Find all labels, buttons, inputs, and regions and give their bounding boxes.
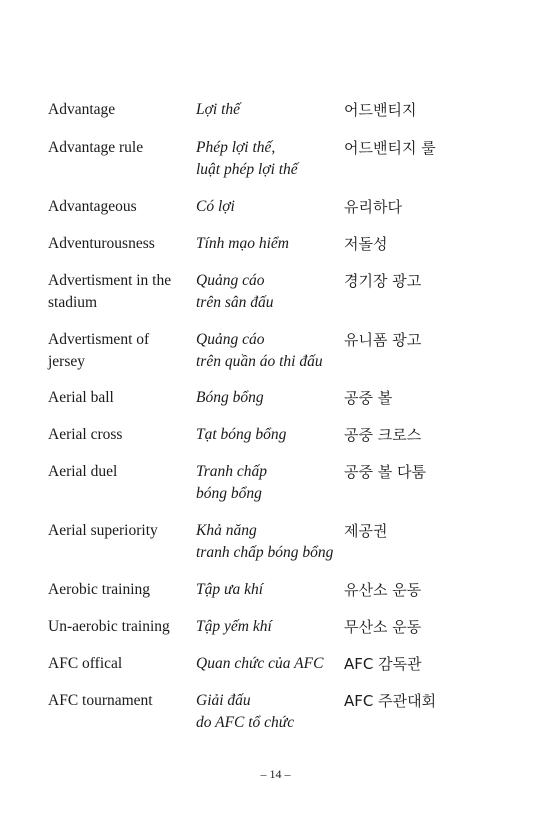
korean-term-line: 무산소 운동 — [344, 618, 422, 636]
english-term — [48, 196, 196, 218]
english-term-line: stadium — [48, 294, 98, 311]
english-term-line: Adventurousness — [48, 235, 155, 252]
vietnamese-term-line: Tập ưa khí — [196, 581, 264, 598]
korean-term — [344, 233, 508, 255]
english-term-line: jersey — [48, 353, 86, 370]
english-term-line: Aerial cross — [48, 426, 123, 443]
glossary-entry — [48, 137, 508, 181]
glossary-entry — [48, 690, 508, 734]
english-term-line: Aerial duel — [48, 463, 118, 480]
vietnamese-term — [196, 616, 344, 638]
vietnamese-term — [196, 329, 344, 373]
glossary-entries — [48, 84, 508, 734]
glossary-entry — [48, 99, 508, 121]
korean-term-line: 경기장 광고 — [344, 272, 422, 290]
vietnamese-term — [196, 461, 344, 505]
korean-term — [344, 387, 508, 409]
vietnamese-term-line: Tạt bóng bổng — [196, 426, 287, 443]
english-term — [48, 461, 196, 483]
glossary-entry — [48, 616, 508, 638]
glossary-entry — [48, 233, 508, 255]
vietnamese-term-line: Lợi thế — [196, 101, 241, 118]
vietnamese-term-line: trên sân đấu — [196, 294, 274, 311]
korean-term — [344, 461, 508, 483]
vietnamese-term — [196, 137, 344, 181]
english-term-line: Un-aerobic training — [48, 618, 170, 635]
korean-term — [344, 690, 508, 712]
english-term-line: Aerial ball — [48, 389, 114, 406]
vietnamese-term-line: Có lợi — [196, 198, 235, 215]
english-term — [48, 137, 196, 159]
english-term-line: Advertisment of — [48, 331, 150, 348]
english-term — [48, 99, 196, 121]
vietnamese-term-line: bóng bổng — [196, 485, 262, 502]
korean-term-line: 어드밴티지 — [344, 101, 417, 119]
vietnamese-term-line: Tính mạo hiểm — [196, 235, 289, 252]
korean-term — [344, 99, 508, 121]
english-term-line: Aerial superiority — [48, 522, 158, 539]
vietnamese-term — [196, 424, 344, 446]
korean-term-line: AFC 감독관 — [344, 655, 422, 673]
glossary-entry — [48, 520, 508, 564]
english-term-line: AFC offical — [48, 655, 123, 672]
vietnamese-term-line: Khả năng — [196, 522, 257, 539]
english-term — [48, 520, 196, 542]
vietnamese-term-line: Giải đấu — [196, 692, 251, 709]
korean-term — [344, 579, 508, 601]
english-term-line: AFC tournament — [48, 692, 153, 709]
vietnamese-term — [196, 233, 344, 255]
korean-term-line: 공중 크로스 — [344, 426, 422, 444]
glossary-entry — [48, 270, 508, 314]
vietnamese-term-line: luật phép lợi thế — [196, 161, 298, 178]
english-term — [48, 653, 196, 675]
korean-term-line: 유산소 운동 — [344, 581, 422, 599]
vietnamese-term — [196, 690, 344, 734]
vietnamese-term-line: Tập yếm khí — [196, 618, 272, 635]
glossary-entry — [48, 329, 508, 373]
english-term-line: Aerobic training — [48, 581, 151, 598]
vietnamese-term-line: Tranh chấp — [196, 463, 268, 480]
english-term — [48, 387, 196, 409]
korean-term-line: 유리하다 — [344, 198, 402, 216]
vietnamese-term-line: do AFC tổ chức — [196, 714, 295, 731]
vietnamese-term — [196, 653, 344, 675]
english-term — [48, 329, 196, 373]
vietnamese-term — [196, 387, 344, 409]
vietnamese-term-line: Quan chức của AFC — [196, 655, 324, 672]
english-term — [48, 270, 196, 314]
english-term-line: Advantage — [48, 101, 116, 118]
english-term — [48, 233, 196, 255]
glossary-entry — [48, 424, 508, 446]
korean-term — [344, 196, 508, 218]
korean-term — [344, 520, 508, 542]
english-term-line: Advertisment in the — [48, 272, 172, 289]
korean-term-line: 제공권 — [344, 522, 388, 540]
glossary-entry — [48, 461, 508, 505]
korean-term-line: 유니폼 광고 — [344, 331, 422, 349]
korean-term-line: 공중 볼 — [344, 389, 393, 407]
vietnamese-term-line: tranh chấp bóng bổng — [196, 544, 334, 561]
glossary-entry — [48, 653, 508, 675]
korean-term — [344, 137, 508, 159]
korean-term-line: 저돌성 — [344, 235, 388, 253]
glossary-entry — [48, 387, 508, 409]
vietnamese-term — [196, 99, 344, 121]
vietnamese-term — [196, 579, 344, 601]
korean-term — [344, 270, 508, 292]
vietnamese-term-line: Phép lợi thế, — [196, 139, 276, 156]
korean-term — [344, 616, 508, 638]
english-term — [48, 579, 196, 601]
vietnamese-term-line: Quảng cáo — [196, 331, 265, 348]
korean-term-line: 어드밴티지 룰 — [344, 139, 436, 157]
vietnamese-term-line: trên quần áo thi đấu — [196, 353, 323, 370]
korean-term — [344, 329, 508, 351]
english-term — [48, 690, 196, 712]
english-term — [48, 616, 196, 638]
vietnamese-term — [196, 520, 344, 564]
vietnamese-term-line: Bóng bổng — [196, 389, 264, 406]
page-number: – 14 – — [260, 767, 291, 781]
korean-term-line: 공중 볼 다툼 — [344, 463, 426, 481]
vietnamese-term — [196, 196, 344, 218]
glossary-entry — [48, 196, 508, 218]
english-term-line: Advantage rule — [48, 139, 144, 156]
english-term-line: Advantageous — [48, 198, 137, 215]
korean-term — [344, 653, 508, 675]
korean-term — [344, 424, 508, 446]
korean-term-line: AFC 주관대회 — [344, 692, 437, 710]
vietnamese-term — [196, 270, 344, 314]
glossary-entry — [48, 579, 508, 601]
vietnamese-term-line: Quảng cáo — [196, 272, 265, 289]
english-term — [48, 424, 196, 446]
